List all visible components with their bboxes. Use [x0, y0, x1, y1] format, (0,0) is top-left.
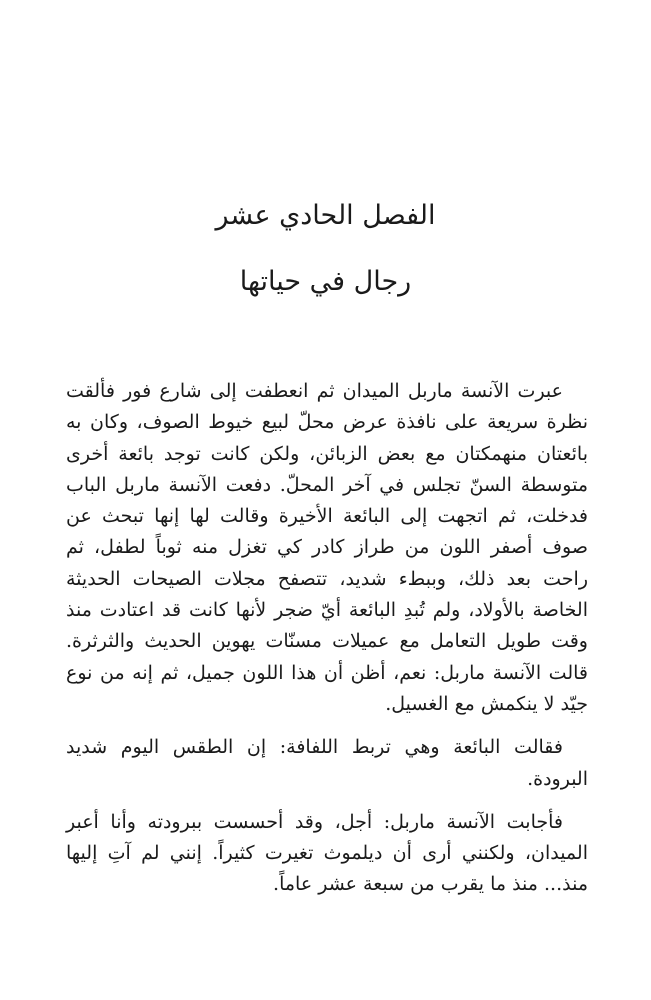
chapter-body — [66, 376, 588, 913]
paragraph-2: فقالت البائعة وهي تربط اللفافة: إن الطقس اليوم شديد البرودة. — [66, 736, 588, 790]
chapter-number: الفصل الحادي عشر — [215, 200, 436, 231]
paragraph-3: فأجابت الآنسة ماربل: أجل، وقد أحسست ببرودته وأنا أعبر الميدان، ولكنني أرى أن ديلموث تغيرت كثيراً. إنني لم آتِ إليها منذ... منذ ما يقرب من سبعة عشر عاماً. — [66, 810, 588, 896]
paragraph-1: عبرت الآنسة ماربل الميدان ثم انعطفت إلى شارع فور فألقت نظرة سريعة على نافذة عرض محلّ لبيع خيوط الصوف، وكان به بائعتان منهمكتان مع بعض الزبائن، ولكن كانت توجد بائعة أخرى متوسطة السنّ تجلس في آخر المحلّ. دفعت الآنسة ماربل الباب فدخلت، ثم اتجهت إلى البائعة الأخيرة وقالت لها إنها تبحث عن صوف أصفر اللون من طراز كادر كي تغزل منه ثوباً لطفل، ثم راحت بعد ذلك، وببطء شديد، تتصفح مجلات الصيحات الحديثة الخاصة بالأولاد، ولم تُبدِ البائعة أيّ ضجر لأنها كانت قد اعتادت منذ وقت طويل التعامل مع عميلات مسنّات يهوين الحديث والثرثرة. قالت الآنسة ماربل: نعم، أظن أن هذا اللون جميل، ثم إنه من نوع جيّد لا ينكمش مع الغسيل. — [66, 380, 588, 715]
chapter-title: رجال في حياتها — [239, 266, 412, 297]
